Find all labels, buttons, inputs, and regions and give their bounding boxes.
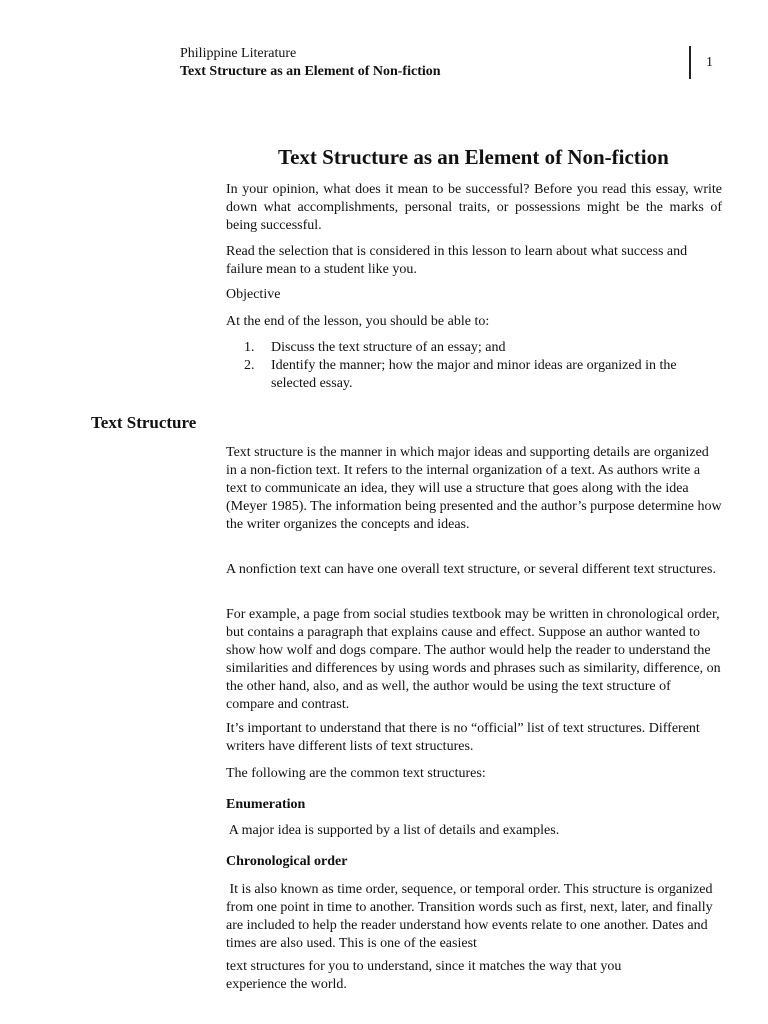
subheading-text: Enumeration bbox=[226, 797, 306, 812]
enumeration-heading bbox=[226, 796, 722, 814]
section-heading: Text Structure bbox=[91, 413, 197, 432]
objective-label bbox=[226, 286, 722, 304]
body-paragraph-2 bbox=[226, 561, 722, 579]
list-number: 1. bbox=[244, 340, 255, 355]
chronological-paragraph-1 bbox=[226, 881, 722, 953]
list-item bbox=[244, 339, 714, 357]
intro-text: In your opinion, what does it mean to be successful? Before you read this essay, write down what accomplishments, personal traits, or possessions might be the marks of being successful. bbox=[226, 182, 722, 233]
header-subtitle: Text Structure as an Element of Non-fiction bbox=[180, 64, 441, 79]
body-text: A nonfiction text can have one overall text structure, or several different text structures. bbox=[226, 562, 716, 577]
running-header bbox=[180, 45, 441, 81]
list-text: Identify the manner; how the major and minor ideas are organized in the selected essay. bbox=[271, 358, 677, 391]
objectives-list bbox=[244, 339, 714, 393]
list-number: 2. bbox=[244, 358, 255, 373]
chronological-paragraph-2 bbox=[226, 958, 666, 994]
objective-intro bbox=[226, 313, 722, 331]
body-paragraph-1 bbox=[226, 444, 722, 534]
body-text: It’s important to understand that there is no “official” list of text structures. Different writers have different lists of text structures. bbox=[226, 721, 700, 754]
intro-paragraph-1 bbox=[226, 181, 722, 235]
objective-intro-text: At the end of the lesson, you should be able to: bbox=[226, 314, 490, 329]
list-text: Discuss the text structure of an essay; and bbox=[271, 340, 506, 355]
body-text: The following are the common text structures: bbox=[226, 766, 486, 781]
page-title: Text Structure as an Element of Non-fiction bbox=[278, 145, 669, 169]
body-text: text structures for you to understand, since it matches the way that you experience the world. bbox=[226, 959, 622, 992]
body-text: A major idea is supported by a list of details and examples. bbox=[226, 823, 560, 838]
body-text: It is also known as time order, sequence, or temporal order. This structure is organized from one point in time to another. Transition words such as first, next, later, and finally are included to help the reader understand how events relate to one another. Dates and times are also used. This is one of the easiest bbox=[226, 882, 717, 951]
objective-label-text: Objective bbox=[226, 287, 281, 302]
enumeration-paragraph bbox=[226, 822, 722, 840]
body-paragraph-5 bbox=[226, 765, 722, 783]
subheading-text: Chronological order bbox=[226, 854, 348, 869]
body-text: Text structure is the manner in which major ideas and supporting details are organized in a non-fiction text. It refers to the internal organization of a text. As authors write a text to communicate an idea, they will use a structure that goes along with the idea (Meyer 1985). The information being presented and the author’s purpose determine how the writer organizes the concepts and ideas. bbox=[226, 445, 722, 532]
body-text: For example, a page from social studies textbook may be written in chronological order, but contains a paragraph that explains cause and effect. Suppose an author wanted to show how wolf and dogs compare. The author would help the reader to understand the similarities and differences by using words and phrases such as similarity, difference, on the other hand, also, and as well, the author would be using the text structure of compare and contrast. bbox=[226, 607, 721, 712]
page-number: 1 bbox=[706, 55, 713, 70]
body-paragraph-3 bbox=[226, 606, 722, 714]
header-course: Philippine Literature bbox=[180, 46, 297, 61]
chronological-heading bbox=[226, 853, 722, 871]
intro-paragraph-2 bbox=[226, 243, 722, 279]
intro-text: Read the selection that is considered in this lesson to learn about what success and failure mean to a student like you. bbox=[226, 244, 688, 277]
header-divider bbox=[689, 46, 691, 79]
list-item bbox=[244, 357, 714, 393]
body-paragraph-4 bbox=[226, 720, 722, 756]
